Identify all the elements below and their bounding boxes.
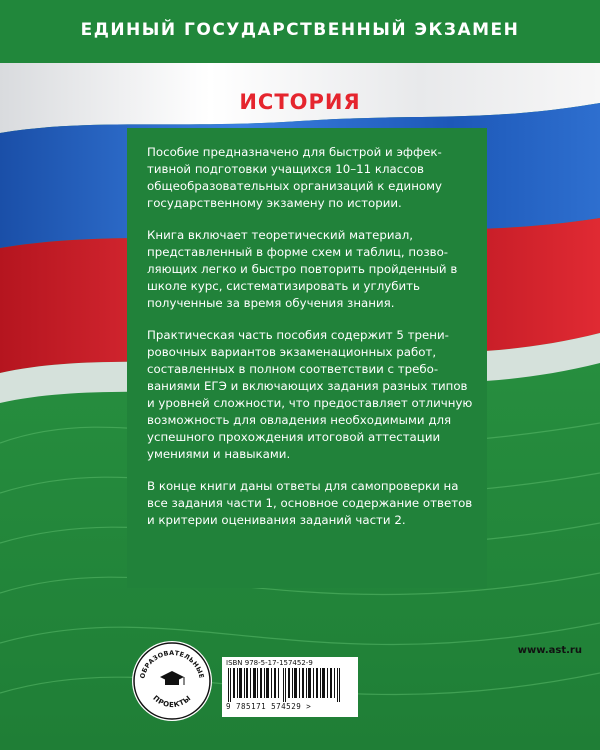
logo-text-bottom: ПРОЕКТЫ — [151, 694, 193, 710]
publisher-logo — [132, 641, 212, 721]
publisher-website: www.ast.ru — [517, 645, 582, 656]
barcode-number: 9 785171 574529 > — [226, 702, 312, 711]
description-paragraph: Книга включает теоретический материал, представленный в форме схем и таблиц, позволяющих легко и быстро повторить пройденный в школе курс, систематизировать и углубить полученные за время обучения знания. — [147, 228, 458, 310]
barcode-icon — [226, 668, 354, 702]
description-paragraph: Практическая часть пособия содержит 5 тренировочных вариантов экзаменационных работ, составленных в полном соответствии с требованиями ЕГЭ и включающих задания разных типов и уровней сложности, что предоставляет отличную возможность для овладения необходимыми для успешного прохождения итоговой аттестации умениями и навыками. — [147, 328, 473, 461]
series-title: ЕДИНЫЙ ГОСУДАРСТВЕННЫЙ ЭКЗАМЕН — [80, 20, 520, 40]
description-panel — [127, 128, 487, 588]
barcode-block — [222, 657, 358, 717]
description-paragraph: Пособие предназначено для быстрой и эффективной подготовки учащихся 10–11 классов общеобразовательных организаций к единому государственному экзамену по истории. — [147, 145, 443, 210]
isbn-number: ISBN 978-5-17-157452-9 — [226, 659, 313, 667]
subject-title: ИСТОРИЯ — [239, 90, 361, 114]
description-paragraph: В конце книги даны ответы для самопроверки на все задания части 1, основное содержание ответов и критерии оценивания заданий части 2. — [147, 479, 473, 527]
logo-text-top: ОБРАЗОВАТЕЛЬНЫЕ — [138, 648, 206, 680]
